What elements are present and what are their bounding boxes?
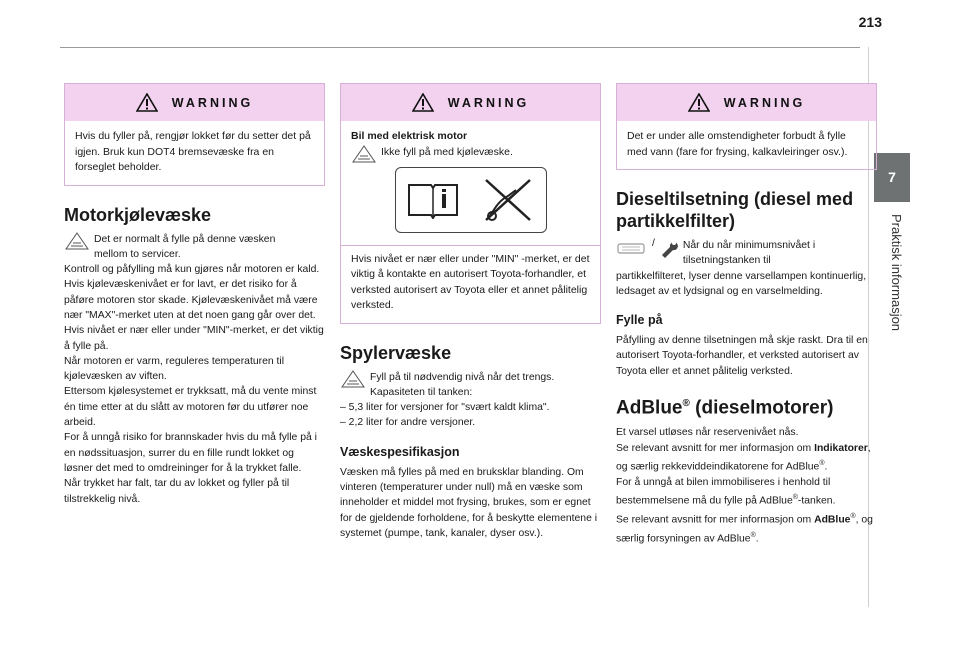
warning-text: Det er under alle omstendigheter forbudt å fylle med vann (fare for frysing, kalkavleiringer osv.). [627, 130, 848, 158]
warning-triangle-icon [136, 93, 158, 112]
maintenance-wrench-icon [340, 370, 366, 388]
chapter-label: Praktisk informasjon [889, 214, 904, 332]
warning-header [341, 84, 600, 121]
wrench-icon [659, 238, 679, 258]
diesel-intro [616, 238, 877, 269]
warning-body [341, 121, 600, 245]
section-heading: Dieseltilsetning (diesel med partikkelfilter) [616, 189, 854, 231]
spec-text: Væsken må fylles på med en bruksklar blanding. Om vinteren (temperaturer under null) må en væske som inneholder et middel mot frysing, brukes, som er egnet for de gjeldende forholdene, for å beskytte elementene i systemet (pumpe, tank, kanaler, dyser osv.). [340, 466, 598, 539]
column-3 [616, 83, 877, 546]
no-refill-icon [480, 176, 536, 224]
sub-heading: Fylle på [616, 313, 663, 328]
adblue-heading: AdBlue® (dieselmotorer) [616, 397, 834, 419]
warning-title: WARNING [171, 95, 254, 110]
coolant-text-4: Når motoren er varm, reguleres temperaturen til kjølevæsken av viften. [64, 355, 285, 383]
coolant-text-2: Hvis kjølevæskenivået er for lavt, er det risiko for å påføre motoren stor skade. Kjølevæskenivået må være nær "MAX"-merket uten at det noen gang går over det. [64, 279, 318, 321]
adblue-text-4: Se relevant avsnitt for mer informasjon om AdBlue®, og særlig forsyningen av AdBlue®. [616, 512, 873, 545]
intro-line-2: Kapasiteten til tanken: [370, 386, 473, 398]
diesel-line-1: Når du når minimumsnivået i [682, 240, 816, 251]
page-number: 213 [858, 14, 882, 30]
coolant-text-1: Kontroll og påfylling må kun gjøres når motoren er kald. [64, 264, 320, 276]
column-2 [340, 83, 601, 541]
capacity-item: – 2,2 liter for andre versjoner. [340, 417, 476, 429]
warning-box [64, 83, 325, 186]
adblue-text-1: Et varsel utløses når reservenivået nås. [616, 427, 799, 439]
intro-line-2: mellom to servicer. [94, 248, 181, 260]
warning-text: Hvis nivået er nær eller under "MIN" -merket, er det viktig å kontakte en autorisert Toyota-forhandler, et verksted autorisert av Toyota eller et annet pålitelig verksted. [341, 245, 600, 323]
column-1 [64, 83, 325, 507]
diesel-slash: / [652, 238, 655, 249]
warning-title: WARNING [723, 95, 806, 110]
coolant-text-6: For å unngå risiko for brannskader hvis du må fylle på i en nødssituasjon, surrer du en fille rundt lokket og løsner det med to omdreininger for å la trykket falle. [64, 432, 317, 474]
warning-title: WARNING [447, 95, 530, 110]
intro-with-icon [64, 232, 325, 263]
warning-box [616, 83, 877, 170]
adblue-text-3: For å unngå at bilen immobiliseres i henhold til bestemmelsene må du fylle på AdBlue®-tanken. [616, 476, 836, 507]
fill-text: Påfylling av denne tilsetningen må skje raskt. Dra til en autorisert Toyota-forhandler, et verksted autorisert av Toyota eller et annet pålitelig verksted. [616, 335, 868, 377]
top-rule [60, 47, 860, 48]
pictogram-box [395, 167, 547, 233]
manual-book-icon [406, 181, 460, 219]
section-heading: Motorkjølevæske [64, 204, 212, 225]
capacity-item: – 5,3 liter for versjoner for "svært kaldt klima". [340, 402, 550, 414]
adblue-text-2: Se relevant avsnitt for mer informasjon om Indikatorer, og særlig rekkeviddeindikatorene for AdBlue®. [616, 442, 871, 473]
warning-header [65, 84, 324, 121]
intro-line-1: Fyll på til nødvendig nivå når det trengs. [370, 371, 555, 383]
intro-line-1: Det er normalt å fylle på denne væsken [94, 233, 276, 245]
coolant-text-5: Ettersom kjølesystemet er trykksatt, må du vente minst én time etter at du slått av motoren før du utfører noe arbeid. [64, 386, 317, 429]
coolant-text-3: Hvis nivået er nær eller under "MIN"-merket, er det viktig å fylle på. [64, 325, 324, 352]
diesel-line-2: tilsetningstanken til [682, 255, 771, 267]
section-heading: Spylervæske [340, 342, 452, 363]
warning-note: Ikke fyll på med kjølevæske. [381, 145, 513, 158]
diesel-text: partikkelfilteret, lyser denne varsellampen kontinuerlig, ledsaget av et lydsignal og en varselmelding. [616, 270, 867, 297]
coolant-text-7: Når trykket har falt, tar du av lokket og fyller på til tilstrekkelig nivå. [64, 478, 290, 505]
warning-triangle-icon [688, 93, 710, 112]
warning-text: Hvis du fyller på, rengjør lokket før du setter det på igjen. Bruk kun DOT4 bremsevæske fra en forseglet beholder. [75, 130, 311, 173]
sub-heading: Væskespesifikasjon [340, 444, 460, 459]
fuel-filter-warning-icon [616, 238, 648, 256]
warning-triangle-icon [412, 93, 434, 112]
intro-with-icon [340, 370, 601, 401]
warning-header [617, 84, 876, 121]
maintenance-wrench-icon [351, 145, 377, 163]
warning-box [340, 83, 601, 324]
maintenance-wrench-icon [64, 232, 90, 250]
chapter-tab[interactable]: 7 [874, 153, 910, 202]
warning-subtitle: Bil med elektrisk motor [351, 130, 468, 142]
